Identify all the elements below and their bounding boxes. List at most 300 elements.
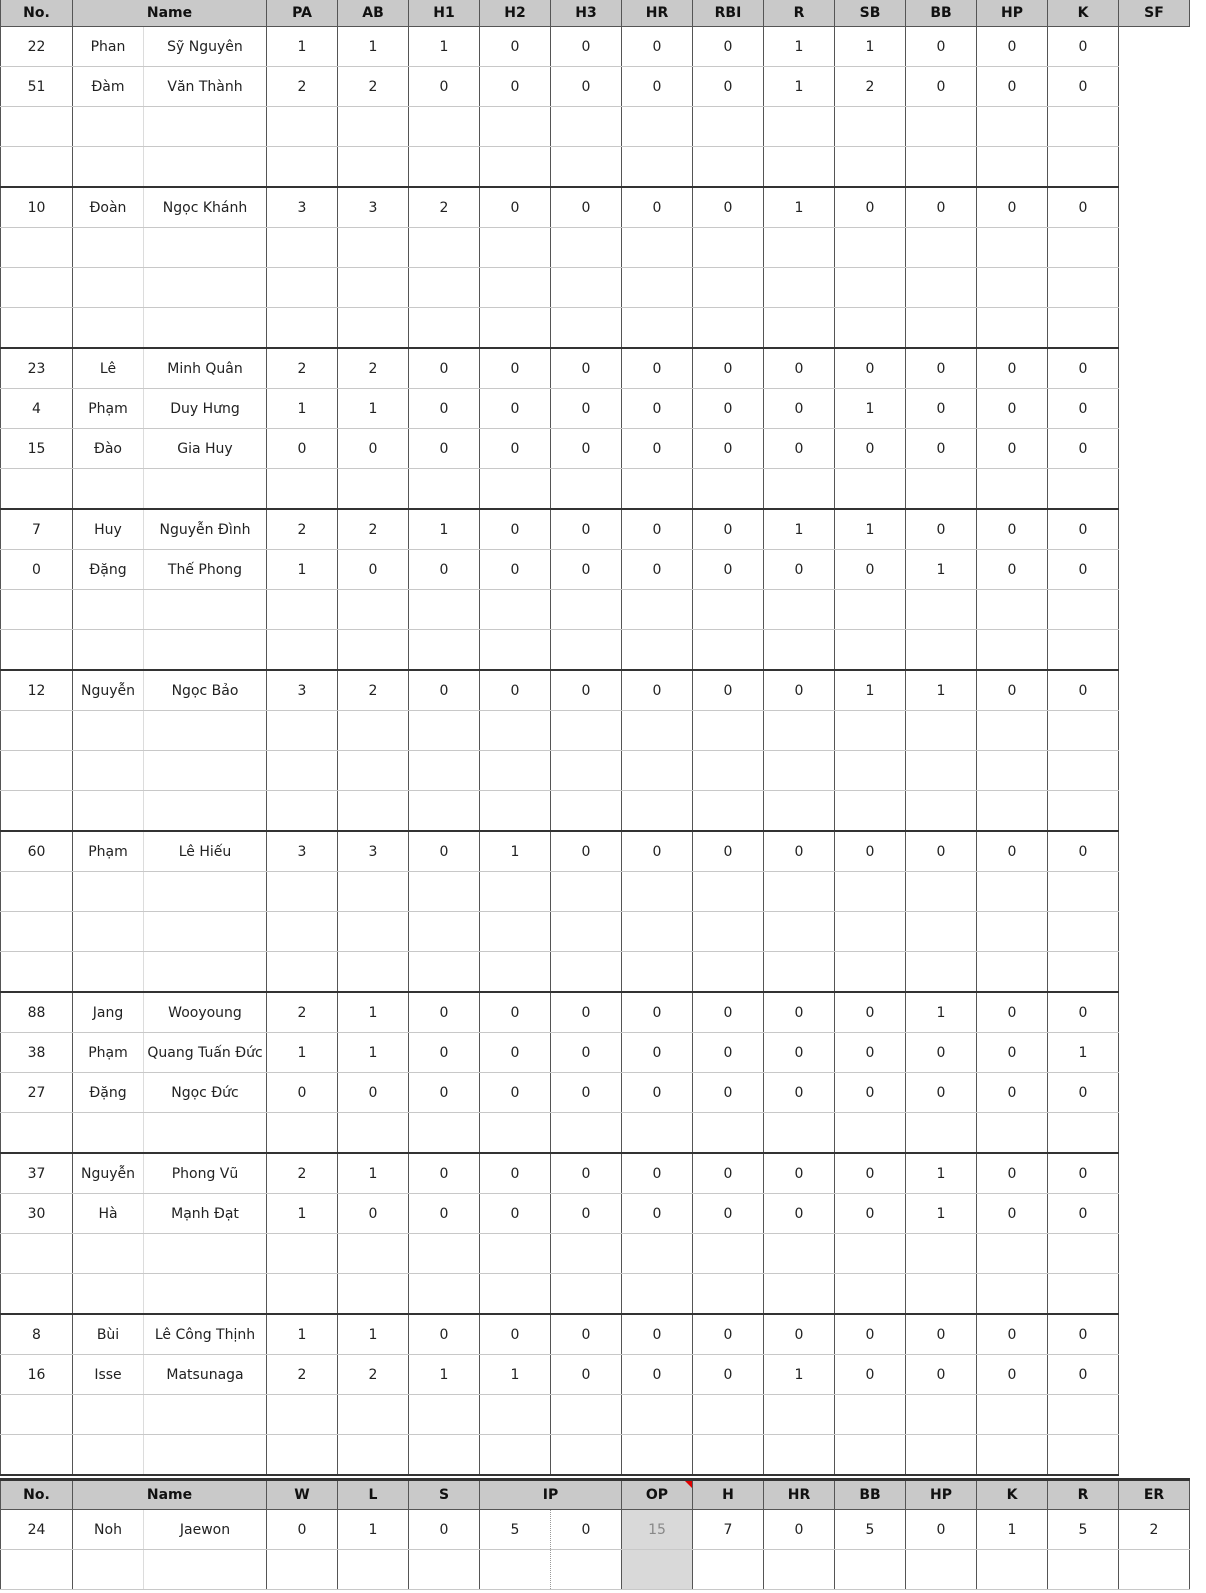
- cell-h1[interactable]: [409, 791, 480, 832]
- cell-r[interactable]: 0: [764, 348, 835, 389]
- header-rbi[interactable]: RBI: [693, 0, 764, 27]
- cell-ab[interactable]: 0: [338, 1073, 409, 1113]
- cell-h1[interactable]: 0: [409, 1194, 480, 1234]
- cell-h2[interactable]: [480, 751, 551, 791]
- header-bb[interactable]: BB: [906, 0, 977, 27]
- cell-last-name[interactable]: Đặng: [73, 550, 144, 590]
- cell-k[interactable]: 0: [1048, 1314, 1119, 1355]
- cell-h2[interactable]: 0: [480, 187, 551, 228]
- cell-bb[interactable]: 0: [906, 429, 977, 469]
- cell-bb[interactable]: 1: [906, 992, 977, 1033]
- cell-pa[interactable]: [267, 912, 338, 952]
- cell-h3[interactable]: 0: [551, 27, 622, 67]
- cell-h3[interactable]: [551, 791, 622, 832]
- cell-sb[interactable]: 0: [835, 1355, 906, 1395]
- cell-rbi[interactable]: [693, 1395, 764, 1435]
- cell-h2[interactable]: [480, 107, 551, 147]
- cell-r[interactable]: [764, 268, 835, 308]
- cell-h2[interactable]: [480, 1234, 551, 1274]
- cell-pa[interactable]: [267, 952, 338, 993]
- cell-sb[interactable]: 0: [835, 429, 906, 469]
- cell-first-name[interactable]: [144, 147, 267, 188]
- cell-r[interactable]: 0: [764, 670, 835, 711]
- cell-first-name[interactable]: Thế Phong: [144, 550, 267, 590]
- cell-k[interactable]: 0: [1048, 550, 1119, 590]
- cell-r[interactable]: [764, 147, 835, 188]
- cell-r[interactable]: [764, 630, 835, 671]
- cell-last-name[interactable]: Nguyễn: [73, 670, 144, 711]
- header-name[interactable]: Name: [73, 1480, 267, 1510]
- header-pa[interactable]: PA: [267, 0, 338, 27]
- cell-rbi[interactable]: 0: [693, 27, 764, 67]
- cell-sb[interactable]: [835, 791, 906, 832]
- cell-pa[interactable]: 2: [267, 67, 338, 107]
- cell-hp[interactable]: [977, 107, 1048, 147]
- cell-no[interactable]: 15: [1, 429, 73, 469]
- cell-h3[interactable]: [551, 912, 622, 952]
- cell-r[interactable]: [764, 912, 835, 952]
- cell-h3[interactable]: [551, 1113, 622, 1154]
- cell-ab[interactable]: [338, 228, 409, 268]
- cell-h2[interactable]: [480, 228, 551, 268]
- cell-rbi[interactable]: 0: [693, 429, 764, 469]
- cell-h1[interactable]: [409, 590, 480, 630]
- cell-k[interactable]: 0: [1048, 389, 1119, 429]
- cell-rbi[interactable]: 0: [693, 187, 764, 228]
- cell-ab[interactable]: [338, 590, 409, 630]
- cell-k[interactable]: [1048, 872, 1119, 912]
- cell-rbi[interactable]: [693, 872, 764, 912]
- header-h1[interactable]: H1: [409, 0, 480, 27]
- header-s[interactable]: S: [409, 1480, 480, 1510]
- cell-first-name[interactable]: Văn Thành: [144, 67, 267, 107]
- cell-sb[interactable]: 0: [835, 550, 906, 590]
- cell-hp[interactable]: [977, 791, 1048, 832]
- cell-hp[interactable]: [977, 952, 1048, 993]
- cell-bb[interactable]: [906, 147, 977, 188]
- cell-k[interactable]: 0: [1048, 67, 1119, 107]
- cell-h2[interactable]: 0: [480, 670, 551, 711]
- cell-hr[interactable]: 0: [622, 670, 693, 711]
- cell-h3[interactable]: 0: [551, 389, 622, 429]
- cell-last-name[interactable]: Đào: [73, 429, 144, 469]
- cell-no[interactable]: [1, 1274, 73, 1315]
- cell-no[interactable]: 88: [1, 992, 73, 1033]
- cell-h2[interactable]: [480, 469, 551, 510]
- cell-pa[interactable]: [267, 1395, 338, 1435]
- cell-hp[interactable]: 0: [977, 831, 1048, 872]
- cell-rbi[interactable]: [693, 147, 764, 188]
- cell-h2[interactable]: 1: [480, 831, 551, 872]
- cell-hp[interactable]: [977, 630, 1048, 671]
- cell-last-name[interactable]: Isse: [73, 1355, 144, 1395]
- header-h3[interactable]: H3: [551, 0, 622, 27]
- cell-rbi[interactable]: 0: [693, 670, 764, 711]
- cell-h2[interactable]: [480, 630, 551, 671]
- cell-k[interactable]: [1048, 1113, 1119, 1154]
- cell-h1[interactable]: 0: [409, 670, 480, 711]
- cell-bb[interactable]: 0: [906, 1073, 977, 1113]
- cell-r[interactable]: 0: [764, 389, 835, 429]
- cell-hr[interactable]: [622, 268, 693, 308]
- cell-h3[interactable]: 0: [551, 1153, 622, 1194]
- cell-k[interactable]: 0: [1048, 992, 1119, 1033]
- cell-k[interactable]: [1048, 1395, 1119, 1435]
- cell-r[interactable]: 0: [764, 429, 835, 469]
- cell-h1[interactable]: [409, 751, 480, 791]
- cell-bb[interactable]: 1: [906, 1194, 977, 1234]
- cell-pa[interactable]: 0: [267, 429, 338, 469]
- cell-r[interactable]: [764, 1113, 835, 1154]
- cell-ab[interactable]: 2: [338, 509, 409, 550]
- cell-h1[interactable]: 0: [409, 1033, 480, 1073]
- cell-pa[interactable]: [267, 147, 338, 188]
- cell-hp[interactable]: [977, 147, 1048, 188]
- cell-bb[interactable]: [906, 791, 977, 832]
- cell-bb[interactable]: 0: [906, 187, 977, 228]
- cell-last-name[interactable]: Phạm: [73, 831, 144, 872]
- cell-bb[interactable]: [906, 268, 977, 308]
- cell-r[interactable]: 0: [764, 1033, 835, 1073]
- cell-hp[interactable]: [977, 469, 1048, 510]
- cell-h2[interactable]: [480, 308, 551, 349]
- cell-hp[interactable]: 0: [977, 1355, 1048, 1395]
- cell-no[interactable]: [1, 1550, 73, 1590]
- cell-ab[interactable]: 0: [338, 429, 409, 469]
- cell-first-name[interactable]: [144, 912, 267, 952]
- cell-bb[interactable]: 0: [906, 27, 977, 67]
- cell-r[interactable]: 0: [764, 831, 835, 872]
- cell-h3[interactable]: 0: [551, 1073, 622, 1113]
- cell-h3[interactable]: [551, 107, 622, 147]
- cell-h1[interactable]: 0: [409, 1153, 480, 1194]
- cell-no[interactable]: 30: [1, 1194, 73, 1234]
- header-hr[interactable]: HR: [622, 0, 693, 27]
- cell-pa[interactable]: [267, 228, 338, 268]
- cell-op[interactable]: [622, 1550, 693, 1590]
- cell-rbi[interactable]: [693, 308, 764, 349]
- cell-ip-innings[interactable]: [480, 1550, 551, 1590]
- cell-sb[interactable]: [835, 107, 906, 147]
- cell-last-name[interactable]: Đặng: [73, 1073, 144, 1113]
- cell-sb[interactable]: 0: [835, 187, 906, 228]
- cell-hr[interactable]: [622, 872, 693, 912]
- cell-hp[interactable]: 0: [977, 187, 1048, 228]
- cell-h1[interactable]: [409, 1274, 480, 1315]
- cell-first-name[interactable]: Minh Quân: [144, 348, 267, 389]
- cell-h1[interactable]: 0: [409, 1314, 480, 1355]
- cell-last-name[interactable]: [73, 1113, 144, 1154]
- cell-hp[interactable]: 0: [977, 389, 1048, 429]
- cell-first-name[interactable]: [144, 1113, 267, 1154]
- cell-last-name[interactable]: [73, 1550, 144, 1590]
- cell-no[interactable]: [1, 711, 73, 751]
- cell-k[interactable]: [1048, 469, 1119, 510]
- cell-rbi[interactable]: 0: [693, 992, 764, 1033]
- cell-rbi[interactable]: [693, 1234, 764, 1274]
- header-hr[interactable]: HR: [764, 1480, 835, 1510]
- cell-hr[interactable]: [622, 630, 693, 671]
- cell-ab[interactable]: 1: [338, 389, 409, 429]
- cell-hr[interactable]: 0: [622, 1355, 693, 1395]
- cell-last-name[interactable]: [73, 268, 144, 308]
- cell-last-name[interactable]: Jang: [73, 992, 144, 1033]
- cell-k[interactable]: 1: [977, 1510, 1048, 1550]
- cell-h1[interactable]: [409, 268, 480, 308]
- cell-no[interactable]: 4: [1, 389, 73, 429]
- cell-pa[interactable]: [267, 268, 338, 308]
- cell-sb[interactable]: 1: [835, 509, 906, 550]
- cell-first-name[interactable]: [144, 751, 267, 791]
- cell-rbi[interactable]: 0: [693, 1033, 764, 1073]
- cell-no[interactable]: [1, 469, 73, 510]
- cell-k[interactable]: [1048, 791, 1119, 832]
- cell-first-name[interactable]: [144, 711, 267, 751]
- cell-first-name[interactable]: [144, 952, 267, 993]
- cell-no[interactable]: [1, 147, 73, 188]
- cell-h1[interactable]: [409, 952, 480, 993]
- cell-first-name[interactable]: [144, 469, 267, 510]
- cell-hp[interactable]: [977, 1113, 1048, 1154]
- cell-bb[interactable]: 0: [906, 509, 977, 550]
- cell-hp[interactable]: 0: [977, 1073, 1048, 1113]
- cell-ab[interactable]: [338, 952, 409, 993]
- cell-h1[interactable]: 1: [409, 27, 480, 67]
- cell-r[interactable]: [764, 107, 835, 147]
- cell-h1[interactable]: 0: [409, 389, 480, 429]
- cell-hp[interactable]: 0: [977, 992, 1048, 1033]
- cell-ab[interactable]: [338, 268, 409, 308]
- cell-r[interactable]: [764, 711, 835, 751]
- cell-last-name[interactable]: Phạm: [73, 389, 144, 429]
- cell-hr[interactable]: 0: [622, 389, 693, 429]
- cell-ab[interactable]: [338, 791, 409, 832]
- cell-last-name[interactable]: Noh: [73, 1510, 144, 1550]
- cell-r[interactable]: 0: [764, 1314, 835, 1355]
- cell-no[interactable]: 51: [1, 67, 73, 107]
- cell-h1[interactable]: 0: [409, 550, 480, 590]
- cell-pa[interactable]: 1: [267, 550, 338, 590]
- cell-k[interactable]: [1048, 630, 1119, 671]
- cell-sb[interactable]: [835, 1435, 906, 1476]
- cell-k[interactable]: 0: [1048, 429, 1119, 469]
- cell-ab[interactable]: [338, 1435, 409, 1476]
- cell-ab[interactable]: [338, 147, 409, 188]
- cell-first-name[interactable]: Ngọc Đức: [144, 1073, 267, 1113]
- cell-hp[interactable]: 0: [977, 348, 1048, 389]
- cell-hp[interactable]: [977, 1274, 1048, 1315]
- cell-rbi[interactable]: 0: [693, 831, 764, 872]
- cell-sb[interactable]: 2: [835, 67, 906, 107]
- cell-hp[interactable]: 0: [977, 670, 1048, 711]
- cell-op[interactable]: 15: [622, 1510, 693, 1550]
- cell-hp[interactable]: [977, 751, 1048, 791]
- cell-last-name[interactable]: [73, 590, 144, 630]
- cell-hr[interactable]: [622, 590, 693, 630]
- cell-pa[interactable]: 2: [267, 1153, 338, 1194]
- cell-first-name[interactable]: [144, 1395, 267, 1435]
- cell-pa[interactable]: [267, 751, 338, 791]
- cell-pa[interactable]: [267, 711, 338, 751]
- cell-first-name[interactable]: Nguyễn Đình: [144, 509, 267, 550]
- cell-last-name[interactable]: Nguyễn: [73, 1153, 144, 1194]
- cell-h2[interactable]: 0: [480, 429, 551, 469]
- cell-ab[interactable]: 2: [338, 1355, 409, 1395]
- cell-h2[interactable]: [480, 147, 551, 188]
- cell-sb[interactable]: [835, 590, 906, 630]
- cell-no[interactable]: 12: [1, 670, 73, 711]
- cell-h2[interactable]: 0: [480, 550, 551, 590]
- cell-r[interactable]: [764, 1395, 835, 1435]
- cell-r[interactable]: [764, 1234, 835, 1274]
- cell-sb[interactable]: [835, 469, 906, 510]
- cell-r[interactable]: 1: [764, 27, 835, 67]
- cell-k[interactable]: 0: [1048, 27, 1119, 67]
- cell-no[interactable]: 27: [1, 1073, 73, 1113]
- cell-sb[interactable]: [835, 630, 906, 671]
- header-no[interactable]: No.: [1, 1480, 73, 1510]
- cell-last-name[interactable]: Bùi: [73, 1314, 144, 1355]
- cell-w[interactable]: 0: [267, 1510, 338, 1550]
- cell-ab[interactable]: 1: [338, 1033, 409, 1073]
- cell-r[interactable]: 0: [764, 1194, 835, 1234]
- cell-no[interactable]: 38: [1, 1033, 73, 1073]
- cell-pa[interactable]: [267, 1435, 338, 1476]
- cell-h1[interactable]: [409, 711, 480, 751]
- cell-hp[interactable]: [977, 590, 1048, 630]
- cell-hr[interactable]: [622, 912, 693, 952]
- cell-first-name[interactable]: Lê Hiếu: [144, 831, 267, 872]
- cell-h2[interactable]: 0: [480, 509, 551, 550]
- cell-h1[interactable]: 0: [409, 429, 480, 469]
- cell-hr[interactable]: 0: [622, 1194, 693, 1234]
- cell-no[interactable]: 23: [1, 348, 73, 389]
- cell-hr[interactable]: [622, 147, 693, 188]
- cell-sb[interactable]: [835, 711, 906, 751]
- cell-h2[interactable]: [480, 872, 551, 912]
- header-ab[interactable]: AB: [338, 0, 409, 27]
- cell-r[interactable]: 1: [764, 67, 835, 107]
- cell-r[interactable]: 1: [764, 509, 835, 550]
- cell-r[interactable]: [764, 469, 835, 510]
- cell-r[interactable]: [764, 308, 835, 349]
- cell-hr[interactable]: [622, 1274, 693, 1315]
- cell-h1[interactable]: 0: [409, 831, 480, 872]
- cell-bb[interactable]: [906, 952, 977, 993]
- cell-k[interactable]: 0: [1048, 831, 1119, 872]
- cell-h3[interactable]: 0: [551, 1355, 622, 1395]
- cell-ab[interactable]: [338, 1234, 409, 1274]
- cell-h1[interactable]: 0: [409, 348, 480, 389]
- cell-bb[interactable]: 0: [906, 1314, 977, 1355]
- cell-h3[interactable]: [551, 268, 622, 308]
- cell-hp[interactable]: 0: [977, 429, 1048, 469]
- cell-k[interactable]: 0: [1048, 670, 1119, 711]
- cell-h1[interactable]: [409, 630, 480, 671]
- cell-r[interactable]: [1048, 1550, 1119, 1590]
- cell-first-name[interactable]: [144, 590, 267, 630]
- cell-bb[interactable]: [906, 590, 977, 630]
- cell-h1[interactable]: 0: [409, 1073, 480, 1113]
- cell-sb[interactable]: [835, 1274, 906, 1315]
- cell-sb[interactable]: [835, 1113, 906, 1154]
- cell-h3[interactable]: 0: [551, 187, 622, 228]
- cell-first-name[interactable]: [144, 872, 267, 912]
- cell-sb[interactable]: [835, 952, 906, 993]
- cell-bb[interactable]: 1: [906, 550, 977, 590]
- cell-sb[interactable]: 1: [835, 670, 906, 711]
- cell-pa[interactable]: 1: [267, 1033, 338, 1073]
- cell-sb[interactable]: [835, 751, 906, 791]
- cell-hr[interactable]: [622, 469, 693, 510]
- cell-last-name[interactable]: [73, 711, 144, 751]
- cell-last-name[interactable]: [73, 791, 144, 832]
- cell-hr[interactable]: 0: [622, 509, 693, 550]
- cell-no[interactable]: 0: [1, 550, 73, 590]
- cell-rbi[interactable]: 0: [693, 389, 764, 429]
- cell-hp[interactable]: [977, 912, 1048, 952]
- cell-pa[interactable]: [267, 872, 338, 912]
- cell-first-name[interactable]: Sỹ Nguyên: [144, 27, 267, 67]
- cell-h3[interactable]: 0: [551, 992, 622, 1033]
- cell-last-name[interactable]: [73, 630, 144, 671]
- cell-no[interactable]: [1, 107, 73, 147]
- cell-pa[interactable]: 1: [267, 1194, 338, 1234]
- cell-sb[interactable]: [835, 308, 906, 349]
- cell-last-name[interactable]: Phan: [73, 27, 144, 67]
- cell-h3[interactable]: [551, 630, 622, 671]
- cell-ab[interactable]: [338, 308, 409, 349]
- cell-k[interactable]: 0: [1048, 1355, 1119, 1395]
- cell-first-name[interactable]: Lê Công Thịnh: [144, 1314, 267, 1355]
- cell-no[interactable]: [1, 791, 73, 832]
- cell-first-name[interactable]: [144, 630, 267, 671]
- cell-first-name[interactable]: [144, 268, 267, 308]
- cell-h2[interactable]: 0: [480, 1194, 551, 1234]
- cell-first-name[interactable]: [144, 1550, 267, 1590]
- cell-pa[interactable]: 2: [267, 509, 338, 550]
- cell-r[interactable]: [764, 228, 835, 268]
- header-bb[interactable]: BB: [835, 1480, 906, 1510]
- header-sb[interactable]: SB: [835, 0, 906, 27]
- cell-ab[interactable]: [338, 469, 409, 510]
- cell-last-name[interactable]: Phạm: [73, 1033, 144, 1073]
- cell-k[interactable]: [1048, 1274, 1119, 1315]
- cell-ab[interactable]: [338, 1395, 409, 1435]
- cell-first-name[interactable]: [144, 107, 267, 147]
- cell-h3[interactable]: [551, 1395, 622, 1435]
- cell-no[interactable]: 10: [1, 187, 73, 228]
- cell-no[interactable]: 24: [1, 1510, 73, 1550]
- comment-indicator-icon[interactable]: [685, 1481, 692, 1488]
- cell-h2[interactable]: 0: [480, 27, 551, 67]
- cell-sb[interactable]: [835, 872, 906, 912]
- cell-rbi[interactable]: [693, 711, 764, 751]
- cell-k[interactable]: [1048, 1435, 1119, 1476]
- cell-h3[interactable]: [551, 711, 622, 751]
- cell-sb[interactable]: 0: [835, 1153, 906, 1194]
- cell-sb[interactable]: [835, 228, 906, 268]
- cell-hr[interactable]: 0: [622, 831, 693, 872]
- cell-hp[interactable]: [977, 268, 1048, 308]
- cell-bb[interactable]: [906, 751, 977, 791]
- cell-k[interactable]: 0: [1048, 1153, 1119, 1194]
- cell-no[interactable]: [1, 1234, 73, 1274]
- cell-hp[interactable]: [977, 711, 1048, 751]
- cell-pa[interactable]: [267, 791, 338, 832]
- cell-rbi[interactable]: [693, 107, 764, 147]
- cell-rbi[interactable]: [693, 912, 764, 952]
